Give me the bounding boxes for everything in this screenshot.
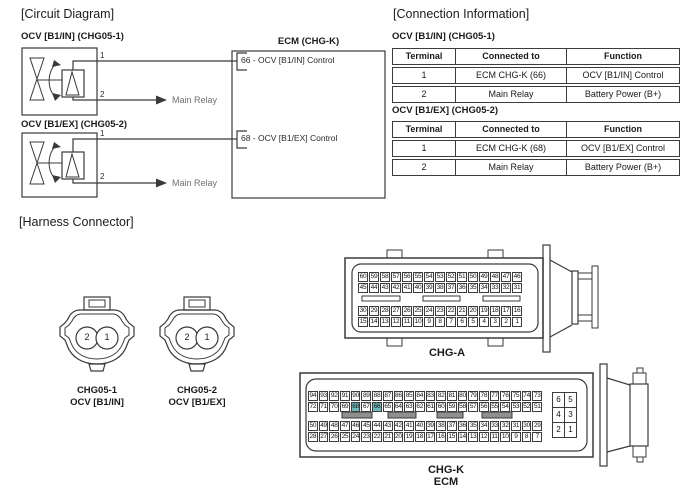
pin-60: 60 [359, 273, 367, 280]
pin-85: 85 [405, 392, 413, 399]
connection-table-2 [392, 121, 680, 178]
chg05-2-sublabel: OCV [B1/EX] [168, 397, 226, 408]
cell: Main Relay [455, 159, 567, 176]
pin-33: 33 [491, 422, 498, 429]
pin-94: 94 [309, 392, 317, 399]
pin-59: 59 [448, 403, 456, 410]
pin-11: 11 [403, 318, 411, 325]
chg05-1-connector-art [60, 297, 134, 371]
pin-73: 73 [533, 392, 541, 399]
pin-4: 4 [552, 407, 565, 423]
pin-8: 8 [522, 432, 532, 442]
pin-15: 15 [359, 318, 367, 325]
ocv2-pin1-label: 1 [100, 129, 105, 138]
pin-92: 92 [330, 392, 338, 399]
pin-58: 58 [459, 403, 466, 410]
pin-3: 3 [490, 317, 500, 327]
cell: Main Relay [455, 86, 567, 103]
pin-24: 24 [425, 307, 433, 314]
pin-30: 30 [359, 307, 367, 314]
pin-12: 12 [392, 318, 400, 325]
pin-68: 68 [352, 403, 359, 410]
chg-a-connector-art [345, 245, 598, 352]
cell: 2 [392, 86, 456, 103]
pin-25: 25 [414, 307, 422, 314]
pin-14: 14 [459, 433, 466, 440]
chg05-2-label: CHG05-2 [176, 385, 218, 396]
col-header: Connected to [455, 48, 567, 65]
pin-28: 28 [381, 307, 389, 314]
pin-row [552, 407, 577, 423]
chg-k-aux-pin-grid [552, 392, 577, 437]
pin-65: 65 [384, 403, 391, 410]
ocv1-pin2-label: 2 [100, 90, 105, 99]
wire-ocv1-pin2 [73, 97, 156, 100]
pin-37: 37 [448, 422, 456, 429]
pin-47: 47 [341, 422, 349, 429]
ocv2-label: OCV [B1/EX] (CHG05-2) [21, 119, 128, 130]
pin-44: 44 [373, 422, 381, 429]
chg05-1-sublabel: OCV [B1/IN] [70, 397, 124, 408]
pin-17: 17 [502, 307, 510, 314]
cell: 1 [392, 140, 456, 157]
pin-26: 26 [330, 433, 338, 440]
pin-43: 43 [384, 422, 391, 429]
pin-42: 42 [395, 422, 402, 429]
pin-22: 22 [373, 433, 381, 440]
chg05-2-pin-2: 2 [184, 332, 190, 342]
pin-6: 6 [552, 392, 565, 408]
chg-k-pin-grid-top [308, 391, 542, 413]
pin-89: 89 [362, 392, 370, 399]
pin-7: 7 [532, 432, 542, 442]
pin-84: 84 [416, 392, 424, 399]
pin-62: 62 [416, 403, 424, 410]
col-header: Function [566, 121, 680, 138]
ecm-box [232, 51, 385, 198]
pin-21: 21 [458, 307, 466, 314]
pin-16: 16 [513, 307, 521, 314]
pin-row [358, 306, 522, 316]
ocv2-pin2-label: 2 [100, 172, 105, 181]
pin-20: 20 [469, 307, 477, 314]
pin-43: 43 [381, 284, 389, 291]
pin-50: 50 [469, 273, 477, 280]
pin-11: 11 [491, 433, 498, 440]
pin-2: 2 [501, 317, 511, 327]
chg-k-pin-grid-bottom [308, 421, 542, 443]
main-relay-label-2: Main Relay [172, 178, 218, 188]
chg-k-connector-art [300, 364, 648, 466]
pin-51: 51 [458, 273, 466, 280]
pin-56: 56 [403, 273, 411, 280]
ecm-pin-66-label: 66 - OCV [B1/IN] Control [241, 55, 335, 65]
pin-5: 5 [564, 392, 577, 408]
pin-23: 23 [362, 433, 370, 440]
pin-1: 1 [564, 422, 577, 438]
pin-76: 76 [501, 392, 509, 399]
pin-24: 24 [352, 433, 359, 440]
cell: 2 [392, 159, 456, 176]
pin-7: 7 [446, 317, 456, 327]
pin-45: 45 [359, 284, 367, 291]
chg05-1-label: CHG05-1 [76, 385, 118, 396]
pin-19: 19 [480, 307, 488, 314]
table-row [392, 67, 680, 84]
cell: ECM CHG-K (68) [455, 140, 567, 157]
pin-25: 25 [341, 433, 349, 440]
pin-37: 37 [447, 284, 455, 291]
pin-27: 27 [392, 307, 400, 314]
table2-subtitle: OCV [B1/EX] (CHG05-2) [392, 105, 499, 116]
pin-93: 93 [320, 392, 327, 399]
pin-49: 49 [480, 273, 488, 280]
pin-45: 45 [362, 422, 370, 429]
main-relay-label-1: Main Relay [172, 95, 218, 105]
pin-17: 17 [427, 433, 434, 440]
chg05-1-pin-2: 2 [84, 332, 90, 342]
table-header-row [392, 48, 680, 65]
pin-48: 48 [330, 422, 338, 429]
pin-49: 49 [320, 422, 327, 429]
pin-28: 28 [309, 433, 317, 440]
pin-90: 90 [352, 392, 359, 399]
pin-83: 83 [427, 392, 434, 399]
pin-88: 88 [373, 392, 381, 399]
pin-41: 41 [403, 284, 411, 291]
chg-a-pin-grid-bottom [358, 306, 522, 328]
pin-61: 61 [427, 403, 434, 410]
pin-58: 58 [381, 273, 389, 280]
arrow-to-main-relay-1 [156, 96, 167, 105]
pin-56: 56 [480, 403, 488, 410]
chg-a-pin-grid-top [358, 272, 522, 294]
pin-row [308, 421, 542, 431]
pin-54: 54 [501, 403, 509, 410]
pin-8: 8 [435, 317, 445, 327]
pin-9: 9 [511, 432, 521, 442]
pin-13: 13 [381, 318, 389, 325]
pin-36: 36 [458, 284, 466, 291]
harness-connector-title: [Harness Connector] [19, 215, 134, 229]
chg05-2-pin-1: 1 [204, 332, 210, 342]
pin-13: 13 [469, 433, 477, 440]
pin-5: 5 [468, 317, 478, 327]
chg-k-sublabel: ECM [433, 476, 459, 488]
cell: Battery Power (B+) [566, 159, 680, 176]
pin-20: 20 [395, 433, 402, 440]
pin-35: 35 [469, 284, 477, 291]
pin-69: 69 [341, 403, 349, 410]
pin-67: 67 [362, 403, 370, 410]
ecm-pin-68-label: 68 - OCV [B1/EX] Control [241, 133, 338, 143]
pin-31: 31 [513, 284, 521, 291]
pin-34: 34 [480, 422, 488, 429]
pin-55: 55 [414, 273, 422, 280]
pin-row [552, 392, 577, 408]
col-header: Terminal [392, 121, 456, 138]
chg05-1-pin-1: 1 [104, 332, 110, 342]
pin-1: 1 [512, 317, 522, 327]
circuit-diagram-title: [Circuit Diagram] [21, 7, 115, 21]
cell: Battery Power (B+) [566, 86, 680, 103]
cell: OCV [B1/EX] Control [566, 140, 680, 157]
pin-29: 29 [533, 422, 541, 429]
pin-14: 14 [370, 318, 378, 325]
pin-10: 10 [414, 318, 422, 325]
pin-44: 44 [370, 284, 378, 291]
pin-82: 82 [437, 392, 445, 399]
pin-70: 70 [330, 403, 338, 410]
cell: OCV [B1/IN] Control [566, 67, 680, 84]
pin-75: 75 [512, 392, 520, 399]
pin-29: 29 [370, 307, 378, 314]
pin-60: 60 [437, 403, 445, 410]
pin-91: 91 [341, 392, 349, 399]
ocv1-label: OCV [B1/IN] (CHG05-1) [21, 31, 124, 42]
pin-72: 72 [309, 403, 317, 410]
pin-66: 66 [373, 403, 381, 410]
table-row [392, 86, 680, 103]
cell: 1 [392, 67, 456, 84]
pin-row [358, 317, 522, 327]
pin-3: 3 [564, 407, 577, 423]
pin-30: 30 [523, 422, 530, 429]
pin-2: 2 [552, 422, 565, 438]
pin-52: 52 [447, 273, 455, 280]
pin-40: 40 [414, 284, 422, 291]
ocv1-pin1-label: 1 [100, 51, 105, 60]
pin-33: 33 [491, 284, 499, 291]
pin-6: 6 [457, 317, 467, 327]
pin-15: 15 [448, 433, 456, 440]
pin-55: 55 [491, 403, 498, 410]
connection-information-title: [Connection Information] [393, 7, 530, 21]
pin-39: 39 [427, 422, 434, 429]
pin-77: 77 [491, 392, 498, 399]
pin-23: 23 [436, 307, 444, 314]
pin-34: 34 [480, 284, 488, 291]
pin-81: 81 [448, 392, 456, 399]
pin-57: 57 [469, 403, 477, 410]
pin-32: 32 [502, 284, 510, 291]
col-header: Connected to [455, 121, 567, 138]
ecm-title: ECM (CHG-K) [277, 36, 340, 47]
pin-27: 27 [320, 433, 327, 440]
pin-71: 71 [320, 403, 327, 410]
pin-80: 80 [459, 392, 466, 399]
pin-48: 48 [491, 273, 499, 280]
chg05-2-connector-art [160, 297, 234, 371]
pin-52: 52 [523, 403, 530, 410]
pin-46: 46 [352, 422, 359, 429]
pin-row [358, 272, 522, 282]
pin-74: 74 [523, 392, 530, 399]
wire-ocv2-pin2 [73, 179, 156, 183]
pin-36: 36 [459, 422, 466, 429]
pin-row [308, 391, 542, 401]
pin-39: 39 [425, 284, 433, 291]
pin-46: 46 [513, 273, 521, 280]
pin-53: 53 [436, 273, 444, 280]
pin-19: 19 [405, 433, 413, 440]
pin-79: 79 [469, 392, 477, 399]
pin-87: 87 [384, 392, 391, 399]
chg-k-label: CHG-K [427, 464, 465, 476]
pin-64: 64 [395, 403, 402, 410]
pin-18: 18 [416, 433, 424, 440]
col-header: Function [566, 48, 680, 65]
pin-63: 63 [405, 403, 413, 410]
pin-4: 4 [479, 317, 489, 327]
pin-26: 26 [403, 307, 411, 314]
table-header-row [392, 121, 680, 138]
pin-51: 51 [533, 403, 541, 410]
cell: ECM CHG-K (66) [455, 67, 567, 84]
pin-38: 38 [437, 422, 445, 429]
pin-31: 31 [512, 422, 520, 429]
pin-22: 22 [447, 307, 455, 314]
pin-row [552, 422, 577, 438]
pin-54: 54 [425, 273, 433, 280]
pin-9: 9 [424, 317, 434, 327]
connection-table-1 [392, 48, 680, 105]
pin-40: 40 [416, 422, 424, 429]
pin-47: 47 [502, 273, 510, 280]
pin-38: 38 [436, 284, 444, 291]
pin-57: 57 [392, 273, 400, 280]
pin-row [308, 432, 542, 442]
table-row [392, 140, 680, 157]
pin-86: 86 [395, 392, 402, 399]
pin-78: 78 [480, 392, 488, 399]
pin-41: 41 [405, 422, 413, 429]
pin-16: 16 [437, 433, 445, 440]
pin-10: 10 [501, 433, 509, 440]
pin-21: 21 [384, 433, 391, 440]
pin-50: 50 [309, 422, 317, 429]
table-row [392, 159, 680, 176]
chg-a-label: CHG-A [428, 347, 466, 359]
pin-32: 32 [501, 422, 509, 429]
table1-subtitle: OCV [B1/IN] (CHG05-1) [392, 31, 495, 42]
pin-35: 35 [469, 422, 477, 429]
pin-12: 12 [480, 433, 488, 440]
pin-59: 59 [370, 273, 378, 280]
pin-row [308, 402, 542, 412]
pin-row [358, 283, 522, 293]
pin-42: 42 [392, 284, 400, 291]
pin-18: 18 [491, 307, 499, 314]
col-header: Terminal [392, 48, 456, 65]
pin-53: 53 [512, 403, 520, 410]
arrow-to-main-relay-2 [156, 179, 167, 188]
